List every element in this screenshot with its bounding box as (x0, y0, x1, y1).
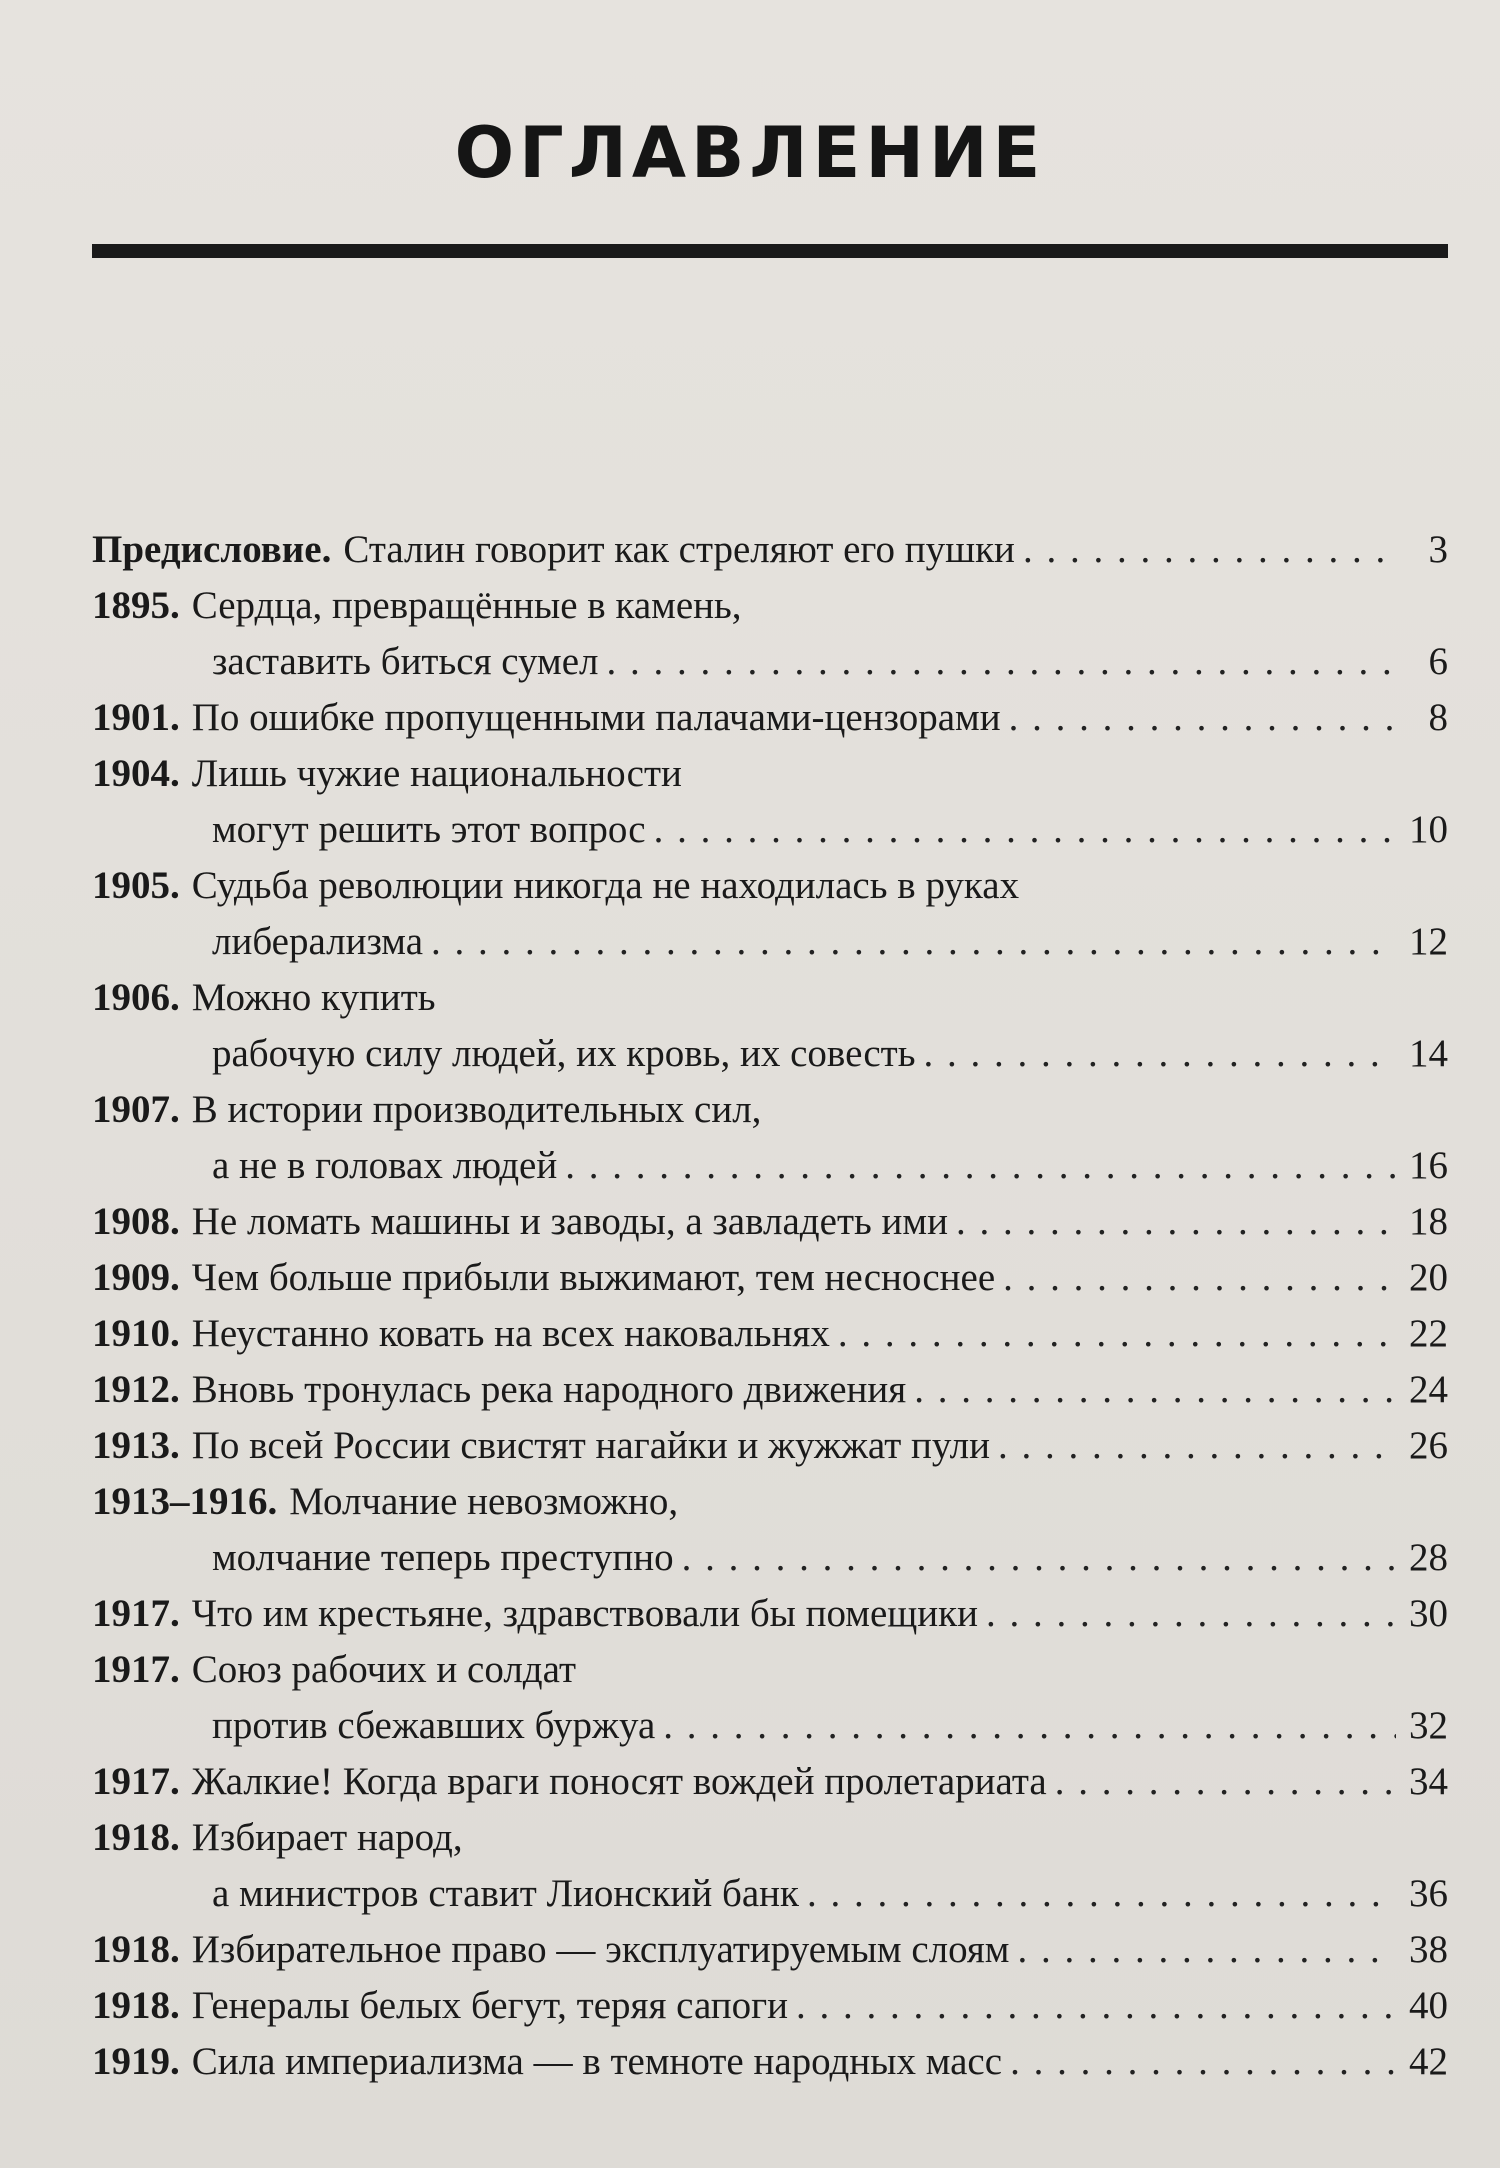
dot-leader (663, 1698, 1396, 1754)
toc-line (92, 1474, 1448, 1530)
toc-entry-title: а министров ставит Лионский банк (212, 1872, 799, 1915)
toc-entry (92, 1978, 1448, 2034)
toc-entry-year: 1917. (92, 1592, 180, 1635)
toc-line (92, 1362, 1448, 1418)
toc-entry (92, 578, 1448, 690)
toc-line (92, 522, 1448, 578)
toc-entry-title: заставить биться сумел (212, 640, 599, 683)
toc-entry-title: Что им крестьяне, здравствовали бы помещики (191, 1592, 978, 1635)
toc-entry-title: По ошибке пропущенными палачами-цензорами (191, 696, 1001, 739)
toc-entry (92, 2034, 1448, 2090)
toc-page-number: 12 (1409, 920, 1448, 963)
toc-entry-title: Неустанно ковать на всех наковальнях (191, 1312, 830, 1355)
dot-leader (1009, 690, 1396, 746)
toc-entry-year: 1917. (92, 1648, 180, 1691)
toc-entry (92, 1362, 1448, 1418)
toc-entry-title: Генералы белых бегут, теряя сапоги (191, 1984, 788, 2027)
toc-entry-title: молчание теперь преступно (212, 1536, 674, 1579)
dot-leader (986, 1586, 1396, 1642)
toc-line (92, 858, 1448, 914)
toc-entry-title: Можно купить (191, 976, 436, 1019)
toc-entry (92, 1810, 1448, 1922)
toc-entry (92, 858, 1448, 970)
dot-leader (682, 1530, 1396, 1586)
toc-entry (92, 746, 1448, 858)
toc-entry (92, 690, 1448, 746)
dot-leader (1003, 1250, 1396, 1306)
toc-line (92, 1642, 1448, 1698)
toc-entry-year: 1901. (92, 696, 180, 739)
toc-entry-year: 1918. (92, 1928, 180, 1971)
toc-entry-title: рабочую силу людей, их кровь, их совесть (212, 1032, 916, 1075)
dot-leader (807, 1866, 1396, 1922)
toc-line (92, 802, 1448, 858)
toc-entry (92, 1082, 1448, 1194)
toc-entry-title: могут решить этот вопрос (212, 808, 646, 851)
dot-leader (565, 1138, 1396, 1194)
toc-line (92, 1586, 1448, 1642)
dot-leader (1055, 1754, 1396, 1810)
toc-line (92, 1810, 1448, 1866)
dot-leader (607, 634, 1397, 690)
toc-page-number: 24 (1409, 1368, 1448, 1411)
toc-page-number: 26 (1409, 1424, 1448, 1467)
toc-entry (92, 1250, 1448, 1306)
toc-line (92, 1754, 1448, 1810)
dot-leader (956, 1194, 1396, 1250)
toc-line (92, 578, 1448, 634)
toc-entry-title: Сталин говорит как стреляют его пушки (343, 528, 1015, 571)
toc-entry (92, 1754, 1448, 1810)
toc-page-number: 18 (1409, 1200, 1448, 1243)
toc-entry-year: 1905. (92, 864, 180, 907)
toc-entry (92, 522, 1448, 578)
toc-line (92, 690, 1448, 746)
toc-entry (92, 1418, 1448, 1474)
toc-line (92, 970, 1448, 1026)
title-rule (92, 244, 1448, 258)
toc-page-number: 10 (1409, 808, 1448, 851)
toc-page-number: 40 (1409, 1984, 1448, 2027)
toc-entry (92, 1306, 1448, 1362)
toc-line (92, 1306, 1448, 1362)
toc-line (92, 914, 1448, 970)
toc-page-number: 14 (1409, 1032, 1448, 1075)
dot-leader (998, 1418, 1396, 1474)
toc-entry-title: либерализма (212, 920, 424, 963)
toc-line (92, 1530, 1448, 1586)
toc-entry (92, 1194, 1448, 1250)
toc-line (92, 1698, 1448, 1754)
toc-page-number: 34 (1409, 1760, 1448, 1803)
toc-page-number: 22 (1409, 1312, 1448, 1355)
toc-entry-title: Сила империализма — в темноте народных масс (191, 2040, 1003, 2083)
toc-entry-year: 1904. (92, 752, 180, 795)
dot-leader (654, 802, 1396, 858)
toc-entry-year: 1913. (92, 1424, 180, 1467)
toc-line (92, 1418, 1448, 1474)
toc-page-number: 8 (1428, 696, 1448, 739)
toc-entry-title: Жалкие! Когда враги поносят вождей пролетариата (191, 1760, 1047, 1803)
toc-entry-title: Лишь чужие национальности (191, 752, 682, 795)
toc-entry-title: Судьба революции никогда не находилась в руках (191, 864, 1020, 907)
toc-entry-year: 1918. (92, 1984, 180, 2027)
toc-entry-title: Чем больше прибыли выжимают, тем несноснее (191, 1256, 996, 1299)
toc-entry (92, 970, 1448, 1082)
toc-entry-title: против сбежавших буржуа (212, 1704, 656, 1747)
dot-leader (924, 1026, 1397, 1082)
table-of-contents (92, 522, 1448, 2090)
toc-entry-title: Сердца, превращённые в камень, (191, 584, 742, 627)
page-title: ОГЛАВЛЕНИЕ (454, 112, 1046, 194)
toc-page-number: 38 (1409, 1928, 1448, 1971)
toc-entry-year: 1917. (92, 1760, 180, 1803)
toc-entry-year: 1909. (92, 1256, 180, 1299)
toc-entry-title: Молчание невозможно, (289, 1480, 679, 1523)
toc-entry-title: Союз рабочих и солдат (191, 1648, 576, 1691)
toc-entry (92, 1474, 1448, 1586)
toc-page-number: 20 (1409, 1256, 1448, 1299)
toc-entry-title: По всей России свистят нагайки и жужжат пули (191, 1424, 990, 1467)
toc-line (92, 1250, 1448, 1306)
toc-page-number: 32 (1409, 1704, 1448, 1747)
toc-entry-year: Предисловие. (92, 528, 332, 571)
toc-line (92, 1866, 1448, 1922)
toc-line (92, 746, 1448, 802)
toc-entry-title: Избирает народ, (191, 1816, 463, 1859)
toc-entry-title: В истории производительных сил, (191, 1088, 762, 1131)
toc-page-number: 28 (1409, 1536, 1448, 1579)
toc-page-number: 16 (1409, 1144, 1448, 1187)
toc-entry (92, 1642, 1448, 1754)
toc-page-number: 42 (1409, 2040, 1448, 2083)
toc-line (92, 2034, 1448, 2090)
toc-page-number: 3 (1428, 528, 1448, 571)
toc-line (92, 1978, 1448, 2034)
dot-leader (796, 1978, 1396, 2034)
dot-leader (1010, 2034, 1396, 2090)
toc-entry-year: 1908. (92, 1200, 180, 1243)
toc-entry-year: 1907. (92, 1088, 180, 1131)
toc-entry-year: 1918. (92, 1816, 180, 1859)
toc-entry (92, 1586, 1448, 1642)
toc-entry-title: Избирательное право — эксплуатируемым слоям (191, 1928, 1010, 1971)
toc-entry-year: 1910. (92, 1312, 180, 1355)
toc-entry-title: Не ломать машины и заводы, а завладеть ими (191, 1200, 948, 1243)
toc-line (92, 634, 1448, 690)
toc-entry-year: 1913–1916. (92, 1480, 278, 1523)
dot-leader (431, 914, 1396, 970)
toc-line (92, 1082, 1448, 1138)
toc-line (92, 1194, 1448, 1250)
toc-line (92, 1922, 1448, 1978)
dot-leader (838, 1306, 1396, 1362)
toc-entry (92, 1922, 1448, 1978)
toc-entry-year: 1912. (92, 1368, 180, 1411)
toc-page-number: 30 (1409, 1592, 1448, 1635)
toc-page-number: 36 (1409, 1872, 1448, 1915)
toc-entry-year: 1919. (92, 2040, 180, 2083)
toc-entry-year: 1895. (92, 584, 180, 627)
toc-entry-title: а не в головах людей (212, 1144, 558, 1187)
toc-page-number: 6 (1428, 640, 1448, 683)
toc-entry-title: Вновь тронулась река народного движения (191, 1368, 907, 1411)
dot-leader (914, 1362, 1396, 1418)
toc-line (92, 1026, 1448, 1082)
toc-line (92, 1138, 1448, 1194)
dot-leader (1017, 1922, 1396, 1978)
toc-entry-year: 1906. (92, 976, 180, 1019)
dot-leader (1023, 522, 1396, 578)
